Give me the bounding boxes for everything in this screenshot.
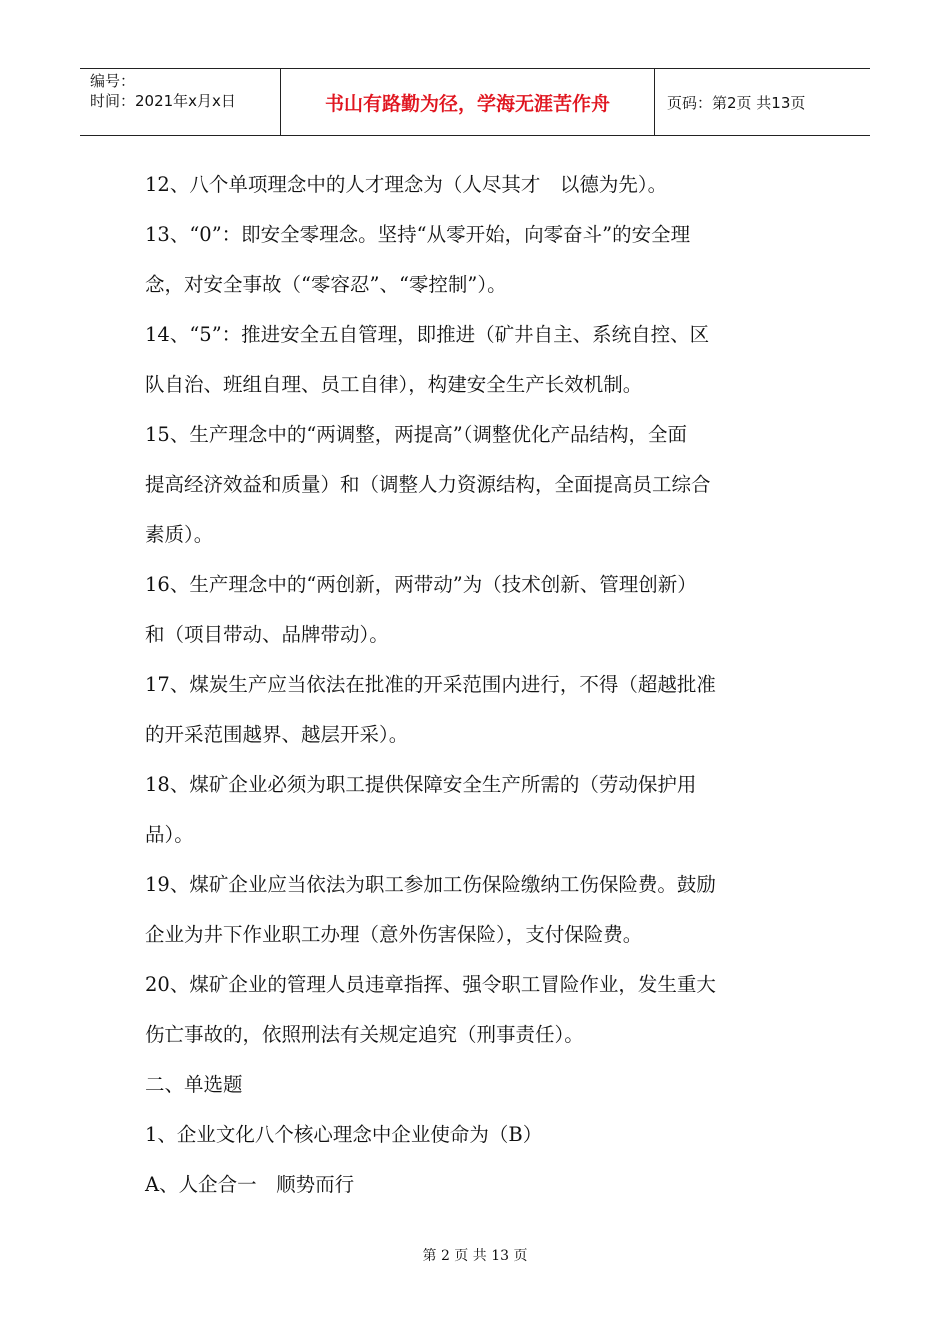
text-line: 16、生产理念中的“两创新，两带动”为（技术创新、管理创新）	[145, 573, 697, 596]
option-line: A、人企合一 顺势而行	[145, 1173, 355, 1196]
text-line: 品）。	[145, 823, 194, 846]
header-meta	[80, 69, 281, 135]
document-body	[145, 160, 810, 1210]
text-line: 18、煤矿企业必须为职工提供保障安全生产所需的（劳动保护用	[145, 773, 697, 796]
section-heading: 二、单选题	[145, 1073, 243, 1096]
page-footer: 第 2 页 共 13 页	[422, 1248, 528, 1264]
text-line: 伤亡事故的，依照刑法有关规定追究（刑事责任）。	[145, 1023, 584, 1046]
text-line: 15、生产理念中的“两调整，两提高”（调整优化产品结构，全面	[145, 423, 688, 446]
text-line: 20、煤矿企业的管理人员违章指挥、强令职工冒险作业，发生重大	[145, 973, 716, 996]
text-line: 企业为井下作业职工办理（意外伤害保险），支付保险费。	[145, 923, 643, 946]
code-label: 编号：	[90, 72, 136, 90]
text-line: 14、“5”：推进安全五自管理，即推进（矿井自主、系统自控、区	[145, 323, 710, 346]
text-line: 17、煤炭生产应当依法在批准的开采范围内进行，不得（超越批准	[145, 673, 716, 696]
header-page-label: 页码：第2页 共13页	[667, 93, 806, 112]
text-line: 12、八个单项理念中的人才理念为（人尽其才 以德为先）。	[145, 173, 668, 196]
text-line: 13、“0”：即安全零理念。坚持“从零开始，向零奋斗”的安全理	[145, 223, 691, 246]
text-line: 素质）。	[145, 523, 214, 546]
header-motto: 书山有路勤为径，学海无涯苦作舟	[281, 69, 655, 135]
text-line: 的开采范围越界、越层开采）。	[145, 723, 409, 746]
question-line: 1、企业文化八个核心理念中企业使命为（B）	[145, 1123, 543, 1146]
text-line: 提高经济效益和质量）和（调整人力资源结构，全面提高员工综合	[145, 473, 711, 496]
text-line: 念，对安全事故（“零容忍”、“零控制”）。	[145, 273, 507, 296]
time-label: 时间：2021年x月x日	[90, 92, 236, 110]
text-line: 队自治、班组自理、员工自律），构建安全生产长效机制。	[145, 373, 643, 396]
page-header	[80, 68, 870, 136]
text-line: 19、煤矿企业应当依法为职工参加工伤保险缴纳工伤保险费。鼓励	[145, 873, 716, 896]
text-line: 和（项目带动、品牌带动）。	[145, 623, 389, 646]
